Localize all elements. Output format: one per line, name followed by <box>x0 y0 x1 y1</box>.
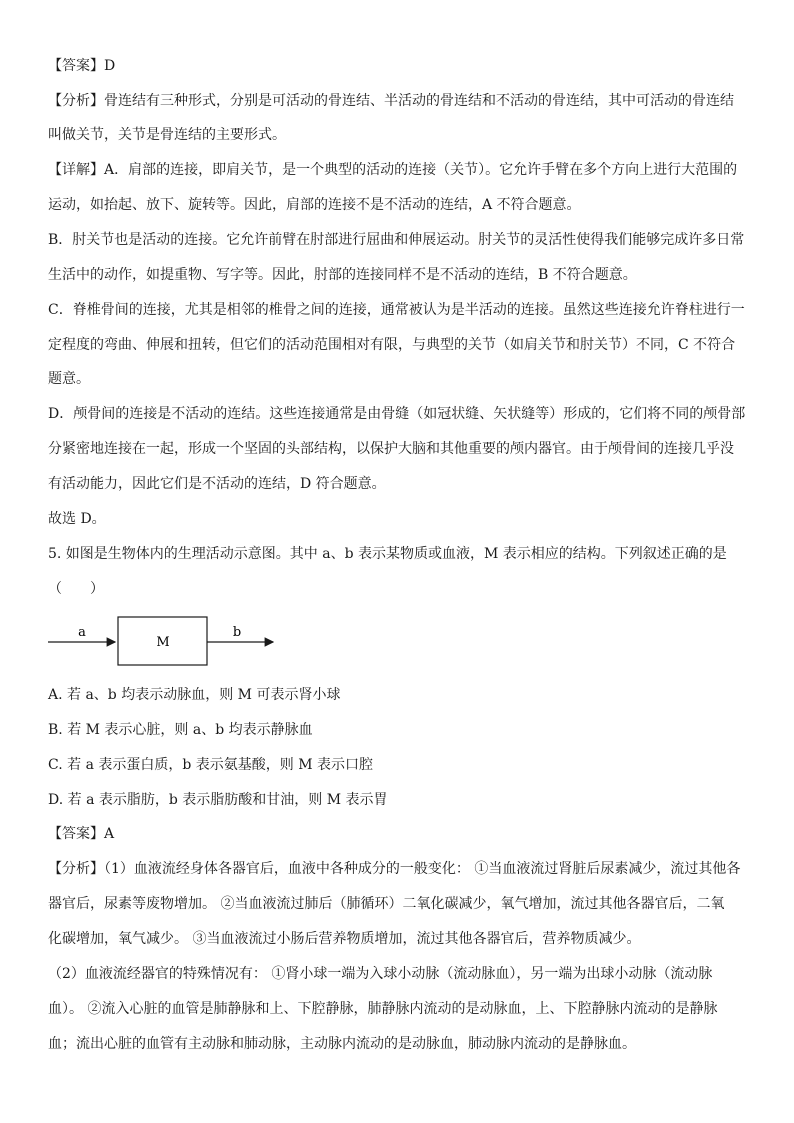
analysis-5-line-1: 【分析】（1）血液流经身体各器官后，血液中各种成分的一般变化： ①当血液流过肾脏后尿素减少，流过其他各 <box>48 861 741 877</box>
detail-line-2: 运动，如抬起、放下、旋转等。因此，肩部的连接不是不活动的连结，A 不符合题意。 <box>48 197 581 213</box>
detail-line-1: 【详解】A．肩部的连接，即肩关节，是一个典型的活动的连接（关节）。它允许手臂在多个方向上进行大范围的 <box>48 162 738 178</box>
flow-diagram <box>48 615 288 667</box>
analysis-5-line-6: 血；流出心脏的血管有主动脉和肺动脉，主动脉内流动的是动脉血，肺动脉内流动的是静脉血。 <box>48 1036 636 1052</box>
answer-line-5: 【答案】A <box>48 826 115 842</box>
detail-line-3: B．肘关节也是活动的连接。它允许前臂在肘部进行屈曲和伸展运动。肘关节的灵活性使得我们能够完成许多日常 <box>48 232 745 248</box>
analysis-5-line-4: （2）血液流经器官的特殊情况有： ①肾小球一端为入球小动脉（流动脉血），另一端为出球小动脉（流动脉 <box>48 966 713 982</box>
detail-line-6: 定程度的弯曲、伸展和扭转，但它们的活动范围相对有限，与典型的关节（如肩关节和肘关节）不同，C 不符合 <box>48 337 736 353</box>
analysis-5-line-5: 血）。 ②流入心脏的血管是肺静脉和上、下腔静脉，肺静脉内流动的是动脉血，上、下腔静脉内流动的是静脉 <box>48 1001 718 1017</box>
detail-line-9: 分紧密地连接在一起，形成一个坚固的头部结构，以保护大脑和其他重要的颅内器官。由于颅骨间的连接几乎没 <box>48 441 734 457</box>
structure-label: M <box>156 635 170 650</box>
option-a: A. 若 a、b 均表示动脉血，则 M 可表示肾小球 <box>48 687 341 703</box>
question-5-stem: 5. 如图是生物体内的生理活动示意图。其中 a、b 表示某物质或血液，M 表示相应的结构。下列叙述正确的是 <box>48 546 727 562</box>
output-label: b <box>232 625 242 640</box>
detail-line-7: 题意。 <box>48 371 90 387</box>
option-b: B. 若 M 表示心脏，则 a、b 均表示静脉血 <box>48 722 313 738</box>
answer-line-4: 【答案】D <box>48 58 116 74</box>
option-c: C. 若 a 表示蛋白质，b 表示氨基酸，则 M 表示口腔 <box>48 757 374 773</box>
detail-line-8: D．颅骨间的连接是不活动的连结。这些连接通常是由骨缝（如冠状缝、矢状缝等）形成的，它们将不同的颅骨部 <box>48 406 746 422</box>
detail-line-4: 生活中的动作，如提重物、写字等。因此，肘部的连接同样不是不活动的连结，B 不符合题意。 <box>48 267 637 283</box>
detail-line-5: C．脊椎骨间的连接，尤其是相邻的椎骨之间的连接，通常被认为是半活动的连接。虽然这些连接允许脊柱进行一 <box>48 302 745 318</box>
analysis-line-2: 叫做关节，关节是骨连结的主要形式。 <box>48 127 286 143</box>
conclusion-line: 故选 D。 <box>48 511 106 527</box>
analysis-line-1: 【分析】骨连结有三种形式，分别是可活动的骨连结、半活动的骨连结和不活动的骨连结，其中可活动的骨连结 <box>48 93 734 109</box>
analysis-5-line-2: 器官后，尿素等废物增加。 ②当血液流过肺后（肺循环）二氧化碳减少，氧气增加，流过其他各器官后，二氧 <box>48 896 725 912</box>
option-d: D. 若 a 表示脂肪，b 表示脂肪酸和甘油，则 M 表示胃 <box>48 792 388 808</box>
detail-line-10: 有活动能力，因此它们是不活动的连结，D 符合题意。 <box>48 476 386 492</box>
question-5-blank: （ ） <box>48 581 104 597</box>
analysis-5-line-3: 化碳增加，氧气减少。 ③当血液流过小肠后营养物质增加，流过其他各器官后，营养物质减少。 <box>48 931 641 947</box>
input-label: a <box>78 625 86 640</box>
